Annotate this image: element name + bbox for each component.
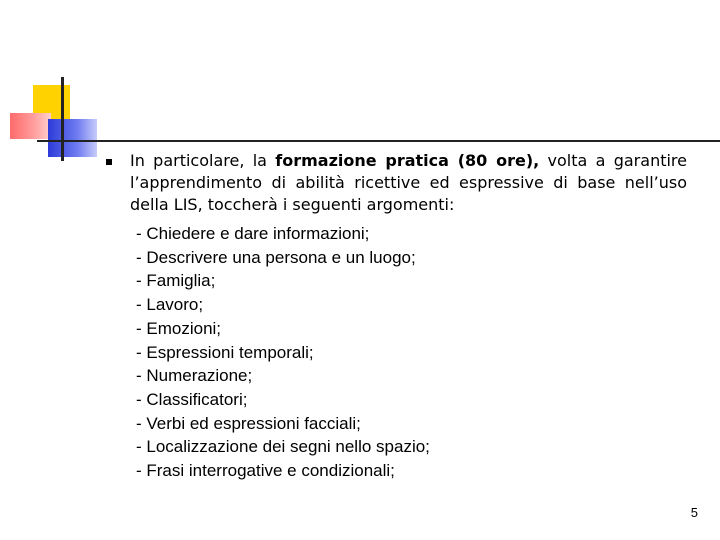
decorative-vertical-line <box>61 77 64 161</box>
topic-item: - Numerazione; <box>136 366 253 386</box>
topic-item: - Frasi interrogative e condizionali; <box>136 461 395 481</box>
page-number: 5 <box>690 505 698 520</box>
intro-text-bold: formazione pratica (80 ore), <box>275 151 540 170</box>
topic-item: - Famiglia; <box>136 271 216 291</box>
intro-text-end: volta a garantire l’apprendimento di abilità ricettive ed espressive di base nell’uso della LIS, toccherà i seguenti argomenti: <box>130 151 687 214</box>
bullet-square-icon <box>106 159 112 165</box>
topic-item: - Chiedere e dare informazioni; <box>136 224 370 243</box>
intro-text-start: In particolare, la <box>130 151 276 170</box>
topic-item: - Espressioni temporali; <box>136 342 314 362</box>
intro-paragraph <box>130 150 687 216</box>
topic-item: - Lavoro; <box>136 295 204 315</box>
topic-item: - Classificatori; <box>136 389 248 409</box>
topic-item: - Localizzazione dei segni nello spazio; <box>136 437 430 457</box>
topics-list <box>136 222 430 483</box>
topic-item: - Emozioni; <box>136 318 222 338</box>
topic-item: - Descrivere una persona e un luogo; <box>136 247 416 267</box>
decorative-horizontal-line <box>37 140 720 142</box>
decorative-blue-square <box>48 119 97 157</box>
topic-item: - Verbi ed espressioni facciali; <box>136 413 361 433</box>
decorative-red-square <box>10 113 51 139</box>
